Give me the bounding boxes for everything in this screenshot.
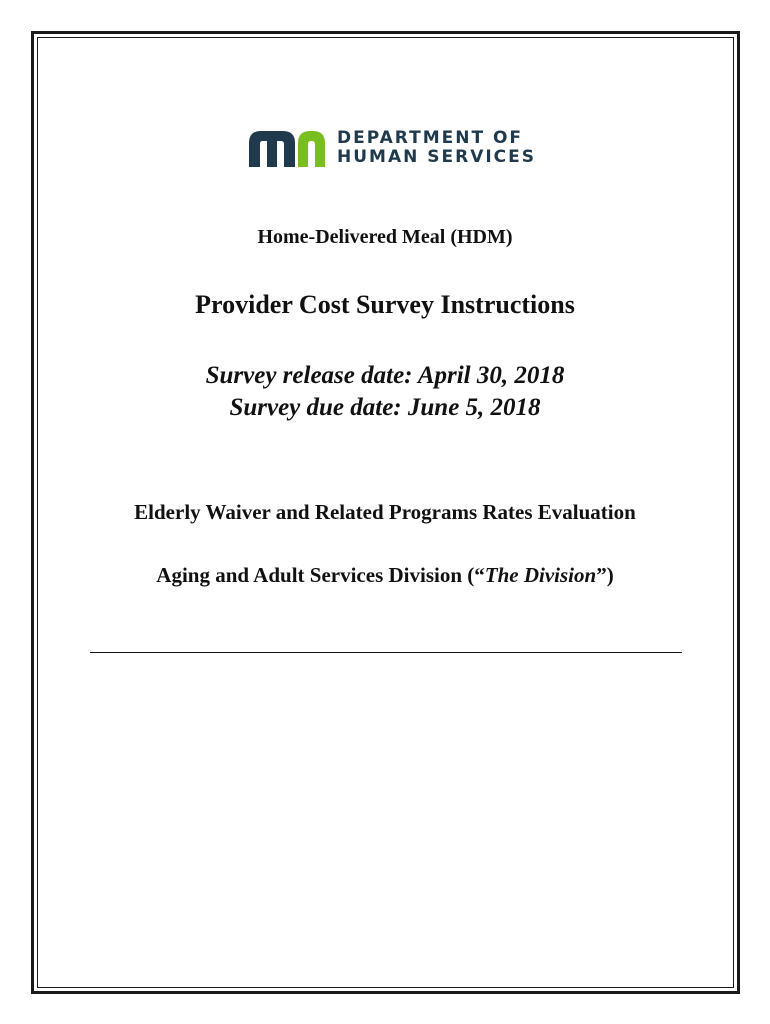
division-suffix: ”) — [596, 563, 614, 587]
division-prefix: Aging and Adult Services Division (“ — [156, 563, 485, 587]
survey-release-date: Survey release date: April 30, 2018 — [205, 362, 565, 389]
survey-due-date: Survey due date: June 5, 2018 — [229, 394, 541, 421]
logo-line-1: DEPARTMENT OF — [337, 128, 524, 148]
division-heading — [0, 563, 770, 588]
horizontal-rule — [90, 652, 682, 653]
mn-logo-icon — [249, 129, 325, 167]
evaluation-heading: Elderly Waiver and Related Programs Rates Evaluation — [134, 500, 636, 524]
division-name: The Division — [484, 563, 597, 587]
logo-line-2: HUMAN SERVICES — [337, 147, 537, 167]
document-subtitle: Home-Delivered Meal (HDM) — [257, 226, 513, 248]
dhs-logo — [249, 128, 536, 168]
logo-wordmark — [337, 129, 536, 167]
document-title: Provider Cost Survey Instructions — [195, 290, 575, 319]
